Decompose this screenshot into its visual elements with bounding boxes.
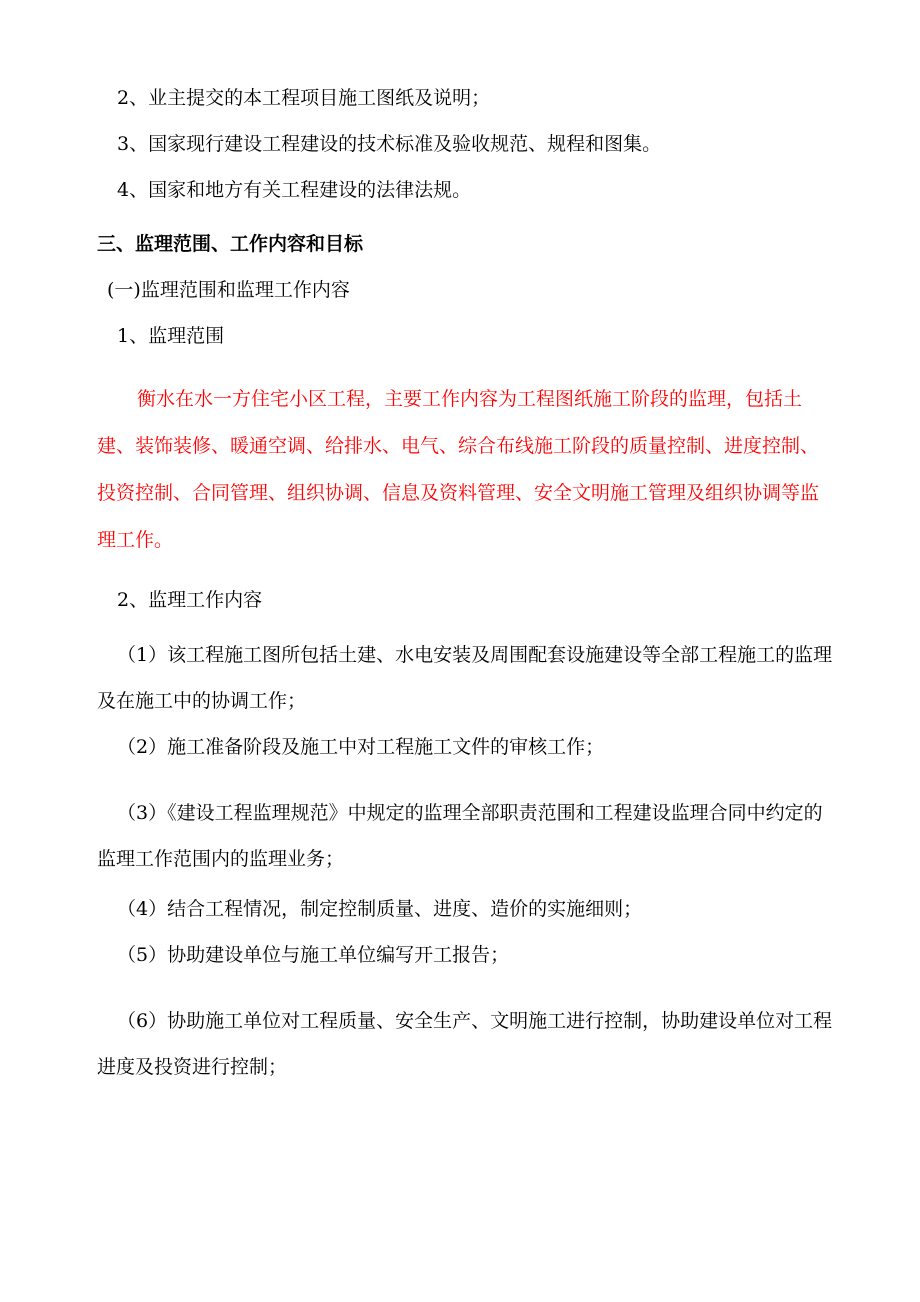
work-item-4: （4）结合工程情况，制定控制质量、进度、造价的实施细则； — [117, 898, 643, 920]
work-item-3: （3）《建设工程监理规范》中规定的监理全部职责范围和工程建设监理合同中约定的监理工作范围内的监理业务； — [97, 802, 823, 870]
scope-paragraph: 衡水在水一方住宅小区工程，主要工作内容为工程图纸施工阶段的监理，包括土建、装饰装修、暖通空调、给排水、电气、综合布线施工阶段的质量控制、进度控制、投资控制、合同管理、组织协调、信息及资料管理、安全文明施工管理及组织协调等监理工作。 — [97, 388, 820, 551]
work-item-2: （2）施工准备阶段及施工中对工程施工文件的审核工作； — [117, 736, 605, 758]
scope-heading: 1、监理范围 — [117, 325, 225, 347]
work-item-6: （6）协助施工单位对工程质量、安全生产、文明施工进行控制，协助建设单位对工程进度及投资进行控制； — [97, 1010, 833, 1078]
work-item-5: （5）协助建设单位与施工单位编写开工报告； — [117, 944, 510, 966]
work-content-heading: 2、监理工作内容 — [117, 589, 263, 611]
basis-item-4: 4、国家和地方有关工程建设的法律法规。 — [117, 179, 472, 201]
subsection-heading-1: (一)监理范围和监理工作内容 — [107, 279, 350, 301]
work-item-1: （1）该工程施工图所包括土建、水电安装及周围配套设施建设等全部工程施工的监理及在施工中的协调工作； — [97, 644, 833, 712]
section-heading-3: 三、监理范围、工作内容和目标 — [97, 233, 364, 255]
basis-item-2: 2、业主提交的本工程项目施工图纸及说明； — [117, 87, 491, 109]
basis-item-3: 3、国家现行建设工程建设的技术标准及验收规范、规程和图集。 — [117, 133, 662, 155]
